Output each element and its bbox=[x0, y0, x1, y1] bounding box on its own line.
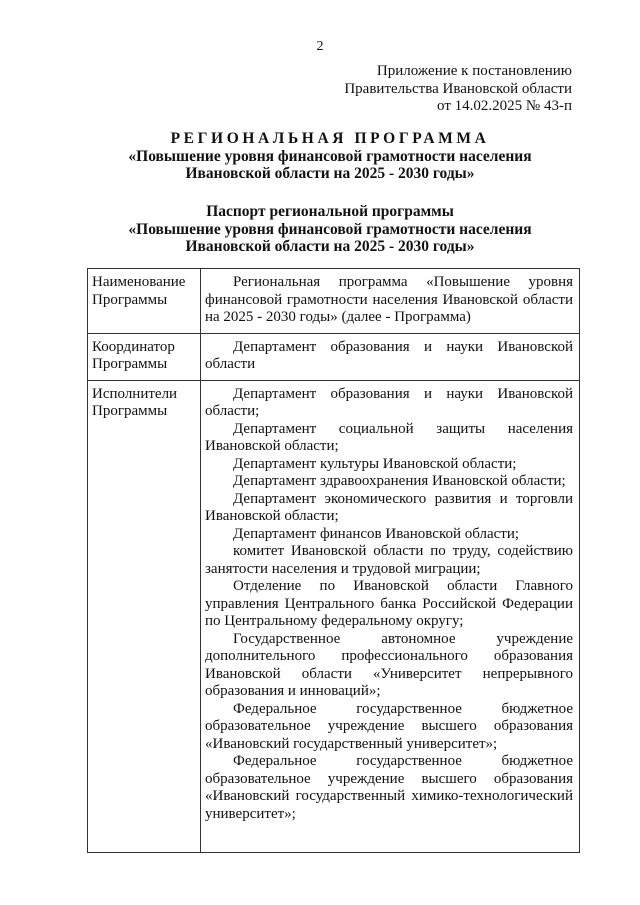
passport-title-line: Паспорт региональной программы bbox=[206, 203, 454, 220]
row-label-line: Программы bbox=[92, 403, 168, 419]
table-row-coordinator bbox=[88, 333, 580, 380]
value-paragraph: Департамент социальной защиты населения Ивановской области; bbox=[205, 420, 573, 454]
approval-note bbox=[344, 63, 572, 116]
table-row-name bbox=[88, 269, 580, 334]
value-paragraph: комитет Ивановской области по труду, содействию занятости населения и трудовой миграции; bbox=[205, 543, 573, 577]
row-label-line: Программы bbox=[92, 291, 168, 308]
program-title-line: Ивановской области на 2025 - 2030 годы» bbox=[185, 165, 475, 182]
row-label bbox=[88, 380, 201, 852]
value-paragraph: Федеральное государственное бюджетное образовательное учреждение высшего образования «Ивановский государственный университет»; bbox=[205, 700, 573, 752]
program-title-heading: РЕГИОНАЛЬНАЯ ПРОГРАММА bbox=[170, 130, 490, 147]
row-label-line: Исполнители bbox=[92, 385, 178, 402]
passport-title-line: Ивановской области на 2025 - 2030 годы» bbox=[185, 238, 475, 255]
row-value bbox=[201, 269, 580, 334]
value-paragraph: Департамент экономического развития и торговли Ивановской области; bbox=[205, 490, 573, 524]
row-label bbox=[88, 269, 201, 334]
approval-line: Приложение к постановлению bbox=[376, 63, 572, 79]
value-paragraph: Отделение по Ивановской области Главного управления Центрального банка Российской Федерации по Центральному федеральному округу; bbox=[205, 578, 573, 629]
value-paragraph: Государственное автономное учреждение дополнительного профессионального образования Ивановской области «Университет непрерывного образования и инноваций»; bbox=[205, 630, 573, 699]
program-title-line: «Повышение уровня финансовой грамотности населения bbox=[128, 147, 532, 165]
row-value bbox=[201, 333, 580, 380]
passport-title bbox=[80, 203, 580, 256]
row-label-line: Координатор bbox=[92, 338, 175, 355]
program-title bbox=[80, 130, 580, 183]
value-paragraph: Федеральное государственное бюджетное образовательное учреждение высшего образования «Ивановский государственный химико-технологический университет»; bbox=[205, 753, 573, 822]
value-paragraph: Департамент образования и науки Ивановской области bbox=[205, 338, 573, 372]
row-label bbox=[88, 333, 201, 380]
page-number: 2 bbox=[316, 39, 324, 54]
passport-title-line: «Повышение уровня финансовой грамотности населения bbox=[128, 220, 532, 238]
value-paragraph: Департамент финансов Ивановской области; bbox=[233, 525, 520, 542]
approval-line: от 14.02.2025 № 43-п bbox=[437, 98, 572, 114]
row-label-line: Наименование bbox=[92, 274, 186, 290]
row-label-line: Программы bbox=[92, 356, 168, 372]
value-paragraph: Департамент культуры Ивановской области; bbox=[233, 455, 517, 472]
value-paragraph: Департамент образования и науки Ивановской области; bbox=[205, 385, 573, 419]
value-paragraph: Региональная программа «Повышение уровня финансовой грамотности населения Ивановской области на 2025 - 2030 годы» (далее - Программа) bbox=[205, 274, 573, 325]
table-row-executors bbox=[88, 380, 580, 852]
passport-table bbox=[87, 268, 580, 853]
approval-line: Правительства Ивановской области bbox=[344, 80, 572, 97]
row-value bbox=[201, 380, 580, 852]
value-paragraph: Департамент здравоохранения Ивановской области; bbox=[233, 473, 566, 489]
